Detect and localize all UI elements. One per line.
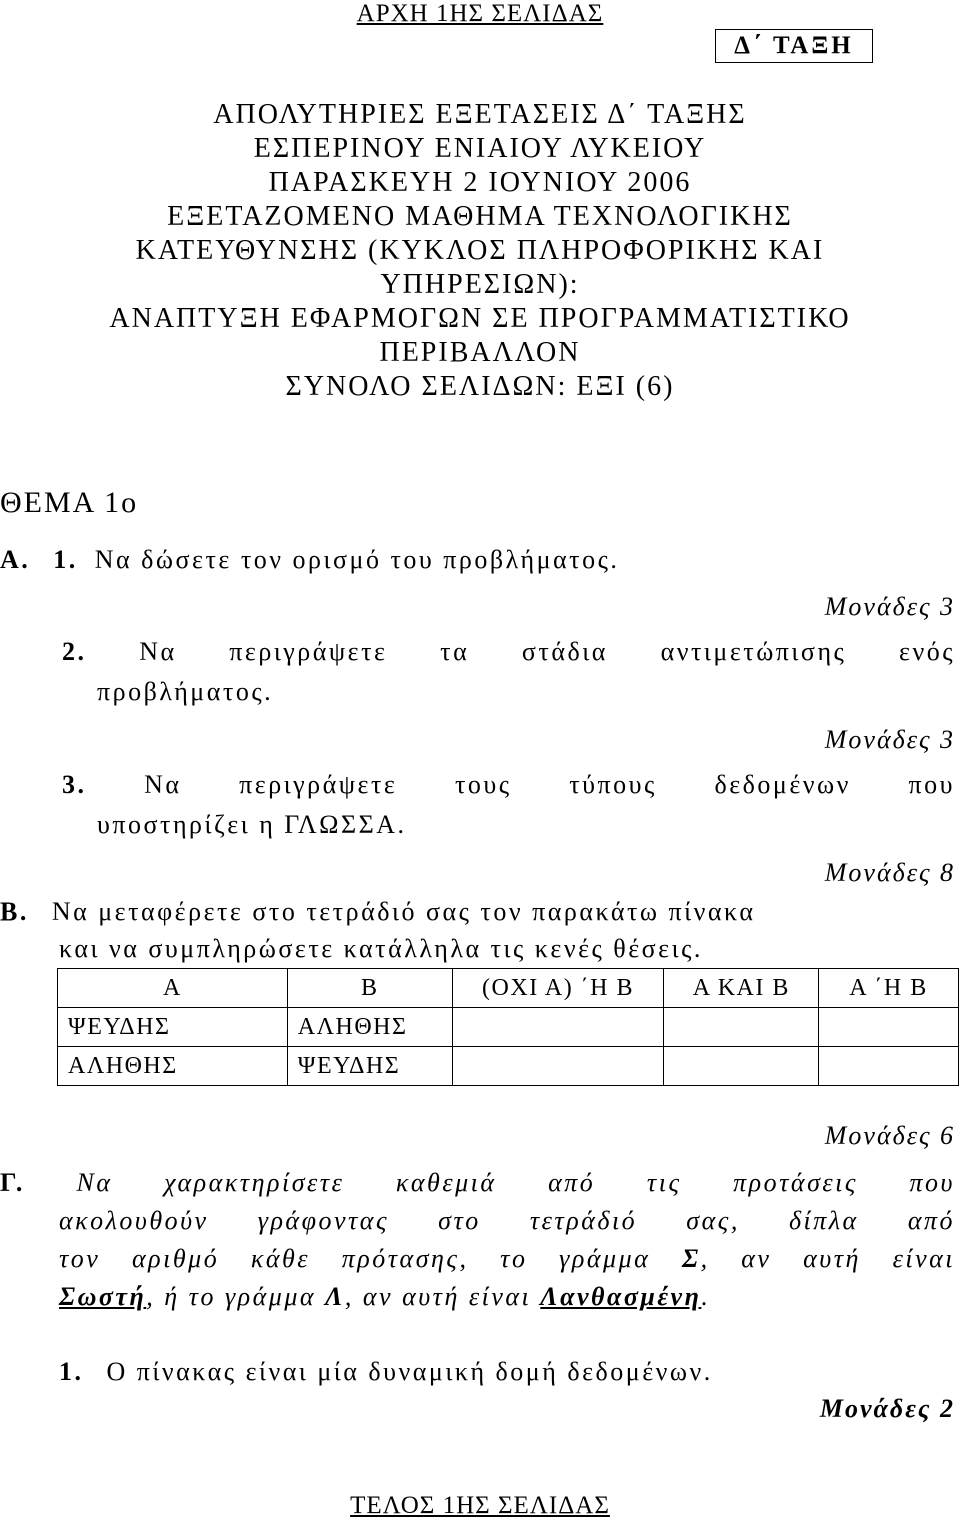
table-header: Α ΚΑΙ Β [664, 969, 819, 1008]
word-correct: Σωστή [59, 1282, 147, 1311]
table-row [58, 1008, 959, 1047]
table-cell [664, 1008, 819, 1047]
table-cell [452, 1047, 664, 1086]
page-header-start: ΑΡΧΗ 1ΗΣ ΣΕΛΙΔΑΣ [356, 0, 604, 27]
question-text-continued: υποστηρίζει η ΓΛΩΣΣΑ. [97, 810, 407, 839]
section-a-question-2 [62, 637, 955, 667]
theme-heading: ΘΕΜΑ 1ο [0, 486, 139, 519]
section-c-item-1 [59, 1357, 713, 1387]
item-number: 1. [59, 1357, 84, 1386]
section-c-line-4 [59, 1282, 710, 1312]
exam-title-block [0, 98, 960, 404]
section-c-text: ακολουθούν γράφοντας στο τετράδιό σας, δίπλα από [59, 1206, 955, 1235]
table-header: Α [58, 969, 288, 1008]
title-line: ΚΑΤΕΥΘΥΝΣΗΣ (ΚΥΚΛΟΣ ΠΛΗΡΟΦΟΡΙΚΗΣ ΚΑΙ [135, 235, 825, 266]
title-line: ΑΠΟΛΥΤΗΡΙΕΣ ΕΞΕΤΑΣΕΙΣ Δ΄ ΤΑΞΗΣ [213, 99, 747, 130]
marks-label: Μονάδες 6 [824, 1121, 955, 1150]
table-cell [819, 1008, 959, 1047]
table-cell: ΑΛΗΘΗΣ [58, 1047, 288, 1086]
title-line: ΑΝΑΠΤΥΞΗ ΕΦΑΡΜΟΓΩΝ ΣΕ ΠΡΟΓΡΑΜΜΑΤΙΣΤΙΚΟ [109, 303, 851, 334]
question-text: Να περιγράψετε τους τύπους δεδομένων που [144, 770, 955, 799]
table-header-row [58, 969, 959, 1008]
title-line: ΣΥΝΟΛΟ ΣΕΛΙΔΩΝ: ΕΞΙ (6) [285, 371, 675, 402]
section-c-text: Να χαρακτηρίσετε καθεμιά από τις προτάσεις που [76, 1168, 955, 1197]
title-line: ΕΞΕΤΑΖΟΜΕΝΟ ΜΑΘΗΜΑ ΤΕΧΝΟΛΟΓΙΚΗΣ [167, 201, 793, 232]
section-c-line-3 [59, 1244, 955, 1274]
letter-correct: Σ [681, 1244, 701, 1273]
question-text: Να δώσετε τον ορισμό του προβλήματος. [94, 545, 620, 574]
marks-label: Μονάδες 3 [824, 592, 955, 621]
section-c-text: , αν αυτή είναι [344, 1282, 532, 1311]
section-a-question-1 [0, 545, 619, 575]
section-b-text [0, 897, 756, 927]
section-c-label: Γ. [0, 1168, 25, 1197]
section-c-text: τον αριθμό κάθε πρότασης, το γράμμα [59, 1244, 651, 1273]
section-b-line-1: Να μεταφέρετε στο τετράδιό σας τον παρακάτω πίνακα [51, 897, 756, 926]
table-header: Α ΄Η Β [819, 969, 959, 1008]
title-line: ΥΠΗΡΕΣΙΩΝ): [380, 269, 580, 300]
marks-label: Μονάδες 8 [824, 858, 955, 887]
section-c-text: , ή το γράμμα [146, 1282, 317, 1311]
section-b-label: Β. [0, 897, 29, 926]
table-row [58, 1047, 959, 1086]
table-cell: ΨΕΥΔΗΣ [58, 1008, 288, 1047]
question-number: 3. [62, 770, 87, 799]
title-line: ΕΣΠΕΡΙΝΟΥ ΕΝΙΑΙΟΥ ΛΥΚΕΙΟΥ [253, 133, 707, 164]
section-c-text: , αν αυτή είναι [700, 1244, 955, 1273]
question-number: 1. [53, 545, 78, 574]
table-cell [664, 1047, 819, 1086]
section-b-line-2: και να συμπληρώσετε κατάλληλα τις κενές θέσεις. [59, 934, 703, 963]
word-wrong: Λανθασμένη [540, 1282, 702, 1311]
question-number: 2. [62, 637, 87, 666]
marks-label: Μονάδες 3 [824, 725, 955, 754]
question-text-continued: προβλήματος. [97, 677, 274, 706]
table-cell [452, 1008, 664, 1047]
item-text: Ο πίνακας είναι μία δυναμική δομή δεδομένων. [106, 1357, 713, 1386]
section-c-text: . [701, 1282, 711, 1311]
page-footer-end: ΤΕΛΟΣ 1ΗΣ ΣΕΛΙΔΑΣ [350, 1492, 610, 1519]
section-c-line-1 [0, 1168, 955, 1198]
section-c-line-2 [59, 1206, 955, 1236]
truth-table [57, 968, 959, 1086]
section-a-label: Α. [0, 545, 31, 574]
section-a-question-3 [62, 770, 955, 800]
question-text: Να περιγράψετε τα στάδια αντιμετώπισης ενός [139, 637, 956, 666]
letter-wrong: Λ [325, 1282, 345, 1311]
table-header: Β [287, 969, 452, 1008]
class-label-box: Δ΄ ΤΑΞΗ [715, 29, 873, 63]
table-header: (ΟΧΙ Α) ΄Η Β [452, 969, 664, 1008]
title-line: ΠΕΡΙΒΑΛΛΟΝ [379, 337, 581, 368]
marks-label: Μονάδες 2 [819, 1394, 955, 1423]
table-cell: ΨΕΥΔΗΣ [287, 1047, 452, 1086]
table-cell: ΑΛΗΘΗΣ [287, 1008, 452, 1047]
table-cell [819, 1047, 959, 1086]
title-line: ΠΑΡΑΣΚΕΥΗ 2 ΙΟΥΝΙΟΥ 2006 [268, 167, 692, 198]
